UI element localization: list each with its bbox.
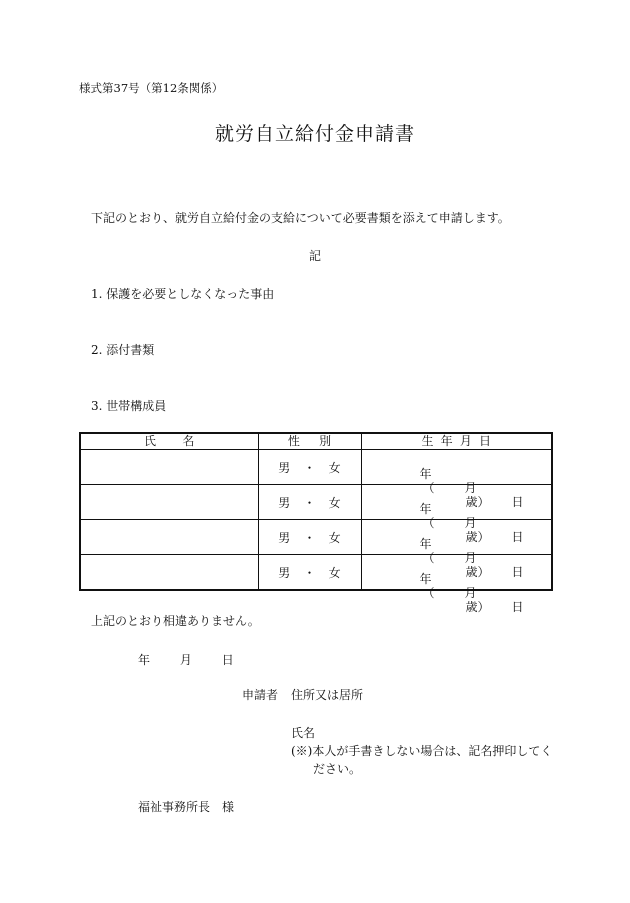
- age-label: 歳）: [465, 495, 490, 509]
- form-number: 様式第37号（第12条関係）: [79, 81, 224, 95]
- item-reason: 1. 保護を必要としなくなった事由: [91, 287, 275, 301]
- intro-text: 下記のとおり、就労自立給付金の支給について必要書類を添えて申請します。: [91, 211, 510, 225]
- sex-cell[interactable]: 男・女: [258, 555, 361, 591]
- applicant-address-label: 住所又は居所: [291, 688, 364, 702]
- sex-cell[interactable]: 男・女: [258, 520, 361, 555]
- dob-year: 年: [419, 467, 432, 481]
- name-cell[interactable]: [80, 555, 258, 591]
- dob-month: 月: [464, 551, 477, 565]
- dob-cell[interactable]: [361, 485, 552, 544]
- dob-year: 年: [419, 537, 432, 551]
- dob-cell[interactable]: [361, 520, 552, 579]
- document-title: 就労自立給付金申請書: [214, 123, 415, 145]
- dob-day: 日: [511, 495, 524, 509]
- date-day: 日: [221, 653, 234, 667]
- applicant-name-label: 氏名: [291, 726, 316, 740]
- addressee: 福祉事務所長 様: [138, 800, 235, 814]
- name-cell[interactable]: [80, 450, 258, 485]
- name-cell[interactable]: [80, 485, 258, 520]
- dob-month: 月: [464, 481, 477, 495]
- age-label: 歳）: [465, 530, 490, 544]
- age-label: 歳）: [465, 600, 490, 614]
- dob-day: 日: [511, 530, 524, 544]
- date-year: 年: [138, 653, 151, 667]
- applicant-label: 申請者: [242, 688, 279, 702]
- table-row: [80, 520, 552, 555]
- signature-note-line2: ださい。: [313, 762, 362, 776]
- sex-cell[interactable]: 男・女: [258, 450, 361, 485]
- sex-cell[interactable]: 男・女: [258, 485, 361, 520]
- age-label: 歳）: [465, 565, 490, 579]
- household-members-table: [79, 432, 553, 614]
- signature-note-line1: (※)本人が手書きしない場合は、記名押印してく: [291, 744, 553, 758]
- ki-heading: 記: [308, 249, 321, 263]
- table-row: [80, 450, 552, 485]
- confirmation-text: 上記のとおり相違ありません。: [91, 614, 260, 628]
- dob-month: 月: [464, 586, 477, 600]
- dob-day: 日: [511, 565, 524, 579]
- header-name: 氏名: [80, 433, 258, 450]
- dob-cell[interactable]: [361, 555, 552, 614]
- dob-cell[interactable]: [361, 450, 552, 509]
- age-open: （: [422, 551, 435, 565]
- header-sex: 性別: [258, 433, 361, 450]
- dob-month: 月: [464, 516, 477, 530]
- application-date[interactable]: [138, 653, 234, 667]
- item-household-members: 3. 世帯構成員: [91, 399, 167, 413]
- item-attachments: 2. 添付書類: [91, 343, 155, 357]
- table-row: [80, 555, 552, 591]
- age-open: （: [422, 481, 435, 495]
- header-dob: 生年月日: [361, 433, 552, 450]
- table-header-row: [80, 433, 552, 450]
- date-month: 月: [179, 653, 192, 667]
- age-open: （: [422, 586, 435, 600]
- age-open: （: [422, 516, 435, 530]
- dob-year: 年: [419, 572, 432, 586]
- table-row: [80, 485, 552, 520]
- dob-year: 年: [419, 502, 432, 516]
- dob-day: 日: [511, 600, 524, 614]
- name-cell[interactable]: [80, 520, 258, 555]
